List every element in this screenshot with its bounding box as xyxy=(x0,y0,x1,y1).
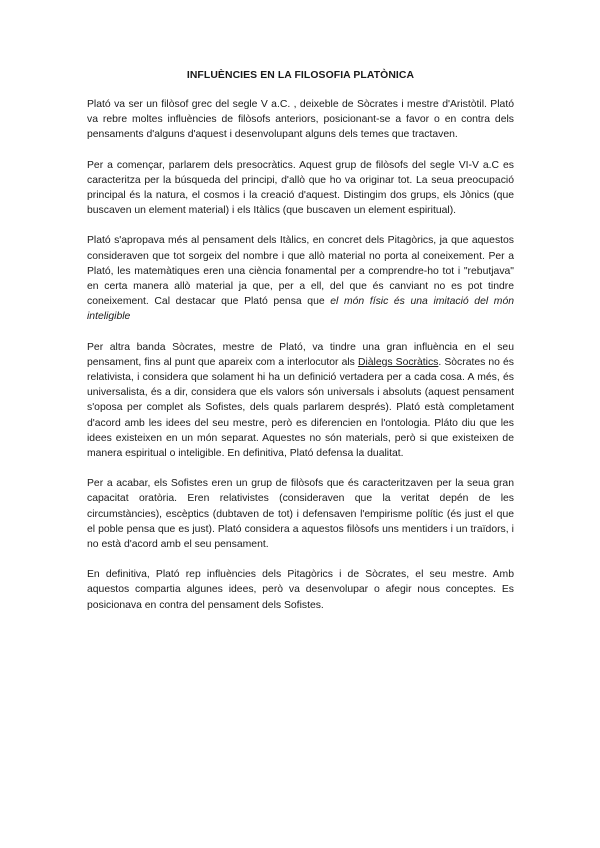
dialogues-link[interactable]: Diàlegs Socràtics xyxy=(357,356,439,368)
document-title: INFLUÈNCIES EN LA FILOSOFIA PLATÒNICA xyxy=(186,70,415,81)
paragraph-pythagoreans-text: Plató s'apropava més al pensament dels Itàlics, en concret dels Pitagòrics, ja que aquestos consideraven que tot sorgeix del nombre i que allò material no porta al coneixement. Per a Plató, les matemàtiques eren una ciència fonamental per a comprendre-ho tot i "rebutjava" en certa manera allò material ja que, per a ell, del que és canviant no es pot tindre coneixement. Cal destacar que Plató pensa que xyxy=(87,235,514,308)
paragraph-sophists: Per a acabar, els Sofistes eren un grup de filòsofs que és caracteritzaven per la seua gran capacitat oratòria. Eren relativistes (consideraven que la veritat depén de les circumstàncies), escèptics (dubtaven de tot) i defensaven l'empirisme polític (és just el que el poble pensa que es just). Plató considera a aquestos filòsofs uns mentiders i un traïdors, i no està d'acord amb el seu pensament. xyxy=(87,478,514,551)
italic-quote: el món físic és una imitació del món inteligible xyxy=(87,296,514,323)
paragraph-socrates-start: Per altra banda Sòcrates, mestre de Plató, va tindre una gran influència en el seu pensament, fins al punt que apareix com a interlocutor als xyxy=(87,341,514,368)
paragraph-conclusion: En definitiva, Plató rep influències dels Pitagòrics i de Sòcrates, el seu mestre. Amb aquestos compartia algunes idees, però va desenvolupar o afegir nous conceptes. Es posicionava en contra del pensament dels Sofistes. xyxy=(87,569,514,611)
paragraph-pythagoreans xyxy=(87,233,514,324)
paragraph-presocratics: Per a començar, parlarem dels presocràtics. Aquest grup de filòsofs del segle VI-V a.C es caracteritza per la búsqueda del principi, d'allò que ho va originar tot. La seua preocupació principal és la natura, el cosmos i la creació d'aquest. Distingim dos grups, els Jònics (que buscaven un element material) i els Itàlics (que buscaven un element espiritual). xyxy=(87,159,514,217)
paragraph-socrates-rest: . Sòcrates no és relativista, i considera que solament hi ha un definició vertadera per a cada cosa. A més, és universalista, és a dir, considera que els valors són universals i absoluts (aquest pensament s'oposa per complet als Sofistes, dels quals parlarem després). Plató està completament d'acord amb les idees del seu mestre, però es diferencien en l'ontologia. Pláto diu que les idees existeixen en un món separat. Aquestes no són materials, però si que existeixen de manera espiritual o inteligible. En definitiva, Plató defensa la dualitat. xyxy=(87,356,515,460)
paragraph-socrates xyxy=(87,340,514,462)
paragraph-intro: Plató va ser un filòsof grec del segle V a.C. , deixeble de Sòcrates i mestre d'Aristòtil. Plató va rebre moltes influències de filòsofs anteriors, posicionant-se a favor o en contra dels pensaments d'alguns d'aquest i desenvolupant alguns dels temes que tractaven. xyxy=(87,99,514,141)
